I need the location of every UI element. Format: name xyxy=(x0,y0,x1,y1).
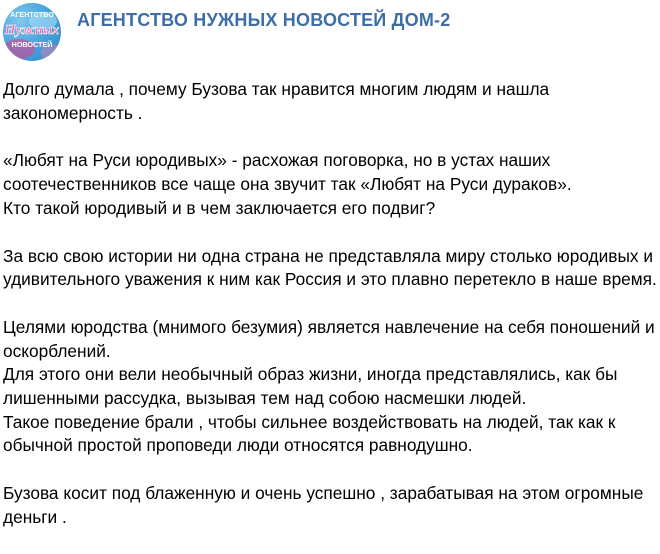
post-paragraph: «Любят на Руси юродивых» - расхожая поговорка, но в устах наших соотечественников все чаще она звучит так «Любят на Руси дураков». Кто такой юродивый и в чем заключается его подвиг? xyxy=(3,150,572,218)
post-paragraph: За всю свою истории ни одна страна не представляла миру столько юродивых и удивительного уважения к ним как Россия и это плавно перетекло в наше время. xyxy=(3,245,657,290)
channel-logo-icon xyxy=(3,3,61,61)
channel-avatar[interactable] xyxy=(3,3,61,61)
post-paragraph: Долго думала , почему Бузова так нравится многим людям и нашла закономерность . xyxy=(3,79,550,123)
post-paragraph: Целями юродства (мнимого безумия) является навлечение на себя поношений и оскорблений. Для этого они вели необычный образ жизни, иногда представлялись, как бы лишенными рассудка, вызывая тем над собою насмешки людей. Такое поведение брали , чтобы сильнее воздействовать на людей, так как к обычной простой проповеди люди относятся равнодушно. xyxy=(3,316,655,456)
channel-header xyxy=(0,0,660,66)
channel-title[interactable]: АГЕНТСТВО НУЖНЫХ НОВОСТЕЙ ДОМ-2 xyxy=(77,10,451,30)
avatar-logo-line-2: Нужных xyxy=(4,23,60,38)
avatar-logo-line-1: АГЕНТСТВО xyxy=(10,10,54,19)
avatar-logo-line-3: НОВОСТЕЙ xyxy=(11,40,53,49)
post-body xyxy=(3,78,657,554)
post-paragraph: Бузова косит под блаженную и очень успешно , зарабатывая на этом огромные деньги . xyxy=(3,483,644,527)
